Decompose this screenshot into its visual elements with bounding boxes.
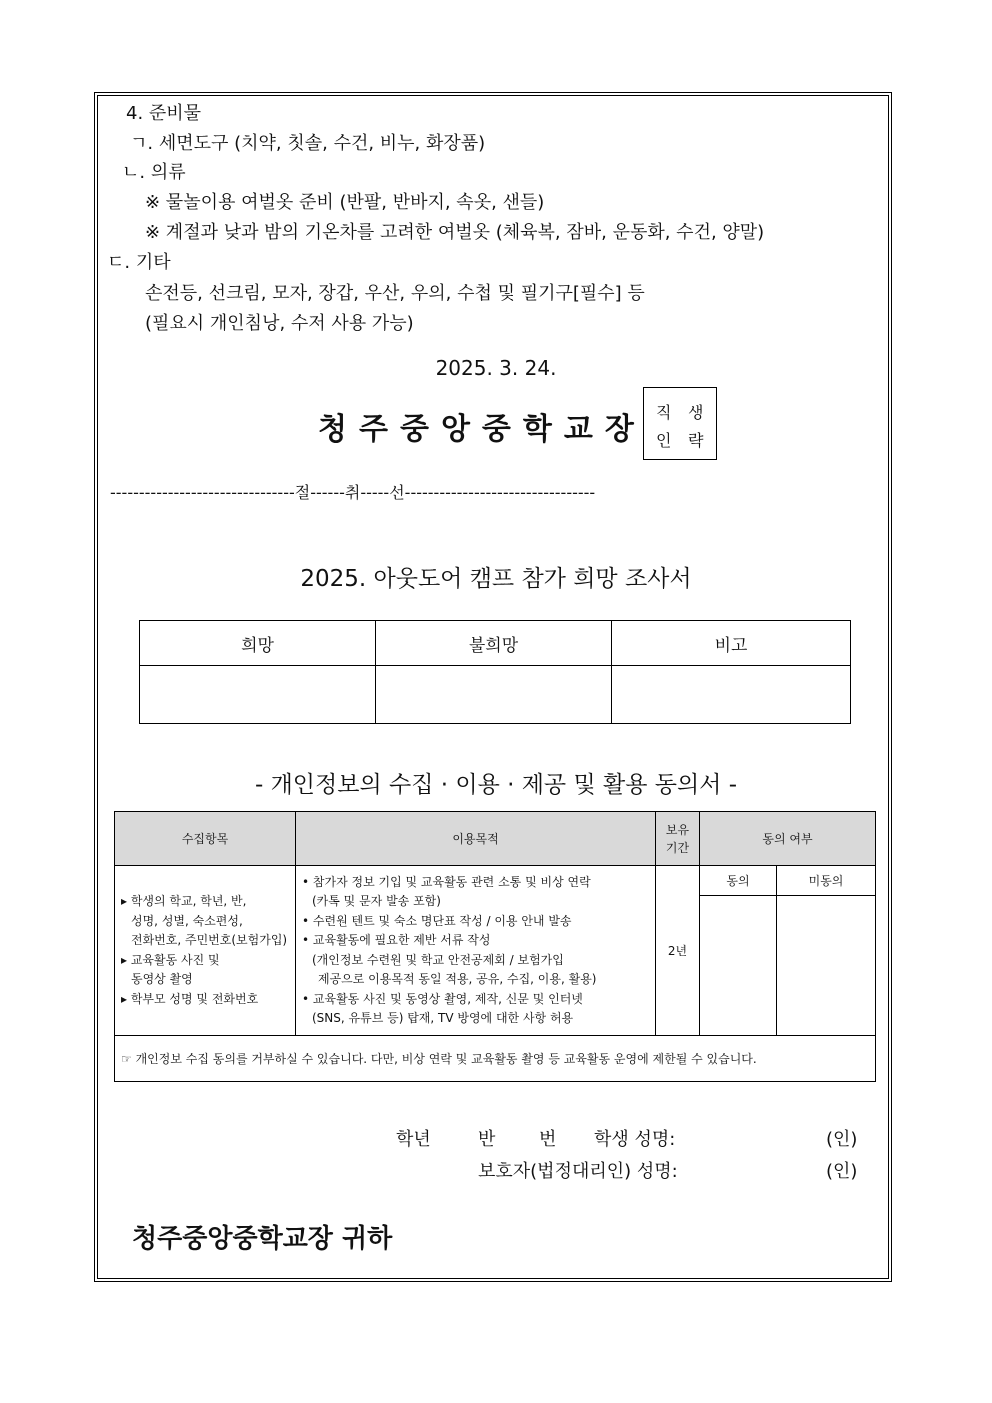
consent-title: - 개인정보의 수집 · 이용 · 제공 및 활용 동의서 - (254, 772, 738, 798)
survey-header-not-want: 불희망 (376, 621, 612, 666)
consent-purpose-cell (296, 866, 656, 1036)
consent-agree-checkbox[interactable] (700, 896, 777, 1036)
item-line: 전화번호, 주민번호(보험가입) (131, 933, 288, 947)
item-line: ▸ 학부모 성명 및 전화번호 (121, 991, 259, 1006)
prep-item-etc: ㄷ. 기타 (107, 252, 171, 273)
consent-header-agree: 동의 여부 (700, 812, 876, 866)
purpose-line: • 교육활동에 필요한 제반 서류 작성 (302, 933, 491, 947)
consent-disagree-header: 미동의 (777, 866, 876, 896)
document-date: 2025. 3. 24. (435, 356, 557, 380)
survey-table (139, 620, 851, 724)
consent-agree-header: 동의 (700, 866, 777, 896)
consent-header-purpose: 이용목적 (296, 812, 656, 866)
sign-grade-label: 학년 (396, 1129, 431, 1150)
student-name-label: 학생 성명: (594, 1129, 676, 1150)
cut-line: --------------------------------절------취-----선--------------------------------- (110, 483, 596, 502)
consent-period-value: 2년 (656, 866, 700, 1036)
item-line: 성명, 성별, 숙소편성, (131, 913, 243, 928)
survey-header-remarks: 비고 (612, 621, 851, 666)
consent-items-cell (115, 866, 296, 1036)
prep-etc-note: (필요시 개인침낭, 수저 사용 가능) (145, 313, 414, 334)
sign-number-label: 번 (539, 1129, 557, 1150)
survey-cell-want[interactable] (140, 666, 376, 724)
survey-title: 2025. 아웃도어 캠프 참가 희망 조사서 (300, 566, 692, 592)
survey-header-want: 희망 (140, 621, 376, 666)
prep-etc-list: 손전등, 선크림, 모자, 장갑, 우산, 우의, 수첩 및 필기구[필수] 등 (145, 283, 645, 304)
consent-header-items: 수집항목 (115, 812, 296, 866)
seal-char: 생 (688, 403, 704, 422)
purpose-line: 제공으로 이용목적 동일 적용, 공유, 수집, 이용, 활용) (318, 972, 597, 986)
consent-header-period: 보유 기간 (656, 812, 700, 866)
sign-class-label: 반 (478, 1129, 496, 1150)
survey-cell-not-want[interactable] (376, 666, 612, 724)
student-seal-mark: (인) (826, 1129, 858, 1150)
prep-clothing-note-1: ※ 물놀이용 여벌옷 준비 (반팔, 반바지, 속옷, 샌들) (145, 192, 545, 213)
consent-table (114, 811, 876, 1082)
prep-heading: 4. 준비물 (126, 103, 202, 124)
seal-omitted-box (643, 387, 717, 460)
purpose-line: (개인정보 수련원 및 학교 안전공제회 / 보험가입 (312, 952, 564, 967)
item-line: ▸ 교육활동 사진 및 (121, 952, 220, 967)
consent-disagree-checkbox[interactable] (777, 896, 876, 1036)
addressee: 청주중앙중학교장 귀하 (132, 1224, 393, 1254)
seal-char: 인 (656, 431, 672, 450)
survey-cell-remarks[interactable] (612, 666, 851, 724)
purpose-line: • 교육활동 사진 및 동영상 촬영, 제작, 신문 및 인터넷 (302, 991, 583, 1006)
guardian-seal-mark: (인) (826, 1161, 858, 1182)
consent-note: ☞ 개인정보 수집 동의를 거부하실 수 있습니다. 다만, 비상 연락 및 교육활동 촬영 등 교육활동 운영에 제한될 수 있습니다. (115, 1036, 876, 1082)
seal-char: 직 (656, 403, 672, 422)
guardian-name-label: 보호자(법정대리인) 성명: (478, 1161, 678, 1182)
purpose-line: • 참가자 정보 기입 및 교육활동 관련 소통 및 비상 연락 (302, 874, 591, 889)
purpose-line: • 수련원 텐트 및 숙소 명단표 작성 / 이용 안내 발송 (302, 913, 572, 928)
prep-item-clothing: ㄴ. 의류 (122, 162, 186, 183)
principal-name: 청주중앙중학교장 (318, 412, 646, 447)
seal-char: 략 (688, 431, 704, 450)
item-line: 동영상 촬영 (131, 972, 193, 986)
prep-item-toiletries: ㄱ. 세면도구 (치약, 칫솔, 수건, 비누, 화장품) (130, 133, 486, 154)
item-line: ▸ 학생의 학교, 학년, 반, (121, 894, 247, 908)
prep-clothing-note-2: ※ 계절과 낮과 밤의 기온차를 고려한 여벌옷 (체육복, 잠바, 운동화, 수건, 양말) (145, 222, 765, 243)
purpose-line: (SNS, 유튜브 등) 탑재, TV 방영에 대한 사항 허용 (312, 1011, 574, 1025)
purpose-line: (카톡 및 문자 발송 포함) (312, 894, 441, 908)
